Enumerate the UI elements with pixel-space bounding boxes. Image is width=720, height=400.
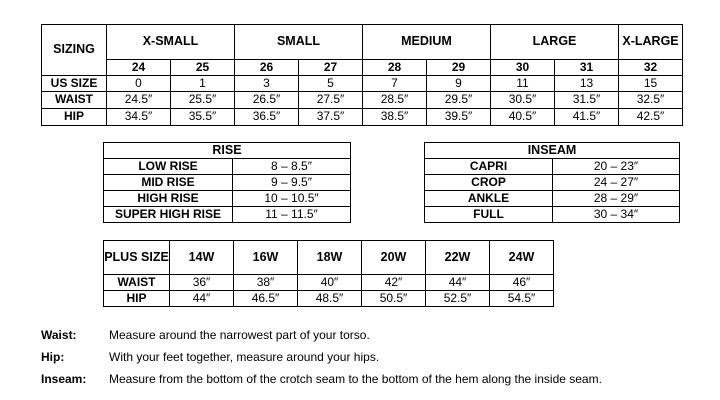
table-row (425, 207, 680, 223)
us-size-row (42, 76, 683, 92)
plus-waist-row (104, 275, 554, 291)
inseam-value: 28 – 29″ (553, 191, 680, 207)
hip-cell: 35.5″ (171, 109, 235, 126)
waist-cell: 30.5″ (491, 92, 555, 109)
waist-row (42, 92, 683, 109)
inseam-label: FULL (425, 207, 553, 223)
rise-label: SUPER HIGH RISE (104, 207, 233, 223)
size-group-row (42, 25, 683, 60)
plus-waist-label: WAIST (104, 275, 170, 291)
table-row (104, 207, 351, 223)
inseam-value: 30 – 34″ (553, 207, 680, 223)
plus-size-table (103, 240, 554, 307)
plus-size-cell: 16W (234, 241, 298, 275)
rise-value: 10 – 10.5″ (233, 191, 351, 207)
table-row (425, 175, 680, 191)
plus-waist-cell: 36″ (170, 275, 234, 291)
size-cell: 26 (235, 60, 299, 76)
plus-size-cell: 14W (170, 241, 234, 275)
size-cell: 24 (107, 60, 171, 76)
size-cell: 30 (491, 60, 555, 76)
plus-hip-label: HIP (104, 291, 170, 307)
group-medium: MEDIUM (363, 25, 491, 60)
size-cell: 25 (171, 60, 235, 76)
us-size-cell: 11 (491, 76, 555, 92)
table-row (104, 175, 351, 191)
group-x-small: X-SMALL (107, 25, 235, 60)
waist-label: WAIST (42, 92, 107, 109)
plus-hip-cell: 48.5″ (298, 291, 362, 307)
hip-cell: 41.5″ (555, 109, 619, 126)
size-cell: 27 (299, 60, 363, 76)
waist-cell: 24.5″ (107, 92, 171, 109)
measurement-notes (41, 324, 711, 390)
plus-waist-cell: 42″ (362, 275, 426, 291)
waist-cell: 27.5″ (299, 92, 363, 109)
hip-label: HIP (42, 109, 107, 126)
us-size-cell: 1 (171, 76, 235, 92)
plus-size-cell: 22W (426, 241, 490, 275)
waist-cell: 25.5″ (171, 92, 235, 109)
waist-cell: 32.5″ (619, 92, 683, 109)
plus-hip-cell: 44″ (170, 291, 234, 307)
table-row (104, 191, 351, 207)
note-term: Inseam: (41, 372, 87, 386)
inseam-value: 20 – 23″ (553, 159, 680, 175)
plus-hip-cell: 52.5″ (426, 291, 490, 307)
hip-cell: 39.5″ (427, 109, 491, 126)
us-size-label: US SIZE (42, 76, 107, 92)
plus-hip-cell: 54.5″ (490, 291, 554, 307)
note-hip (41, 346, 711, 368)
hip-cell: 34.5″ (107, 109, 171, 126)
rise-value: 11 – 11.5″ (233, 207, 351, 223)
us-size-cell: 9 (427, 76, 491, 92)
group-x-large: X-LARGE (619, 25, 683, 60)
us-size-cell: 3 (235, 76, 299, 92)
hip-cell: 42.5″ (619, 109, 683, 126)
note-text: Measure around the narrowest part of your torso. (109, 328, 370, 342)
sizing-title: SIZING (42, 25, 107, 76)
rise-table (103, 142, 351, 223)
note-text: Measure from the bottom of the crotch seam to the bottom of the hem along the inside seam. (109, 372, 602, 386)
plus-waist-cell: 44″ (426, 275, 490, 291)
plus-waist-cell: 38″ (234, 275, 298, 291)
rise-label: MID RISE (104, 175, 233, 191)
plus-header-row (104, 241, 554, 275)
plus-title: PLUS SIZE (104, 241, 170, 275)
us-size-cell: 7 (363, 76, 427, 92)
waist-cell: 29.5″ (427, 92, 491, 109)
plus-size-cell: 20W (362, 241, 426, 275)
inseam-value: 24 – 27″ (553, 175, 680, 191)
us-size-cell: 15 (619, 76, 683, 92)
rise-label: LOW RISE (104, 159, 233, 175)
hip-cell: 38.5″ (363, 109, 427, 126)
plus-hip-cell: 50.5″ (362, 291, 426, 307)
note-term: Waist: (41, 328, 77, 342)
rise-label: HIGH RISE (104, 191, 233, 207)
plus-size-cell: 18W (298, 241, 362, 275)
hip-cell: 37.5″ (299, 109, 363, 126)
size-cell: 28 (363, 60, 427, 76)
note-inseam (41, 368, 711, 390)
inseam-table (424, 142, 680, 223)
group-small: SMALL (235, 25, 363, 60)
waist-cell: 28.5″ (363, 92, 427, 109)
table-row (425, 191, 680, 207)
note-text: With your feet together, measure around your hips. (109, 350, 380, 364)
table-row (104, 159, 351, 175)
hip-row (42, 109, 683, 126)
group-large: LARGE (491, 25, 619, 60)
rise-value: 9 – 9.5″ (233, 175, 351, 191)
sizing-table (41, 24, 683, 126)
inseam-label: CROP (425, 175, 553, 191)
inseam-header-row (425, 143, 680, 159)
hip-cell: 36.5″ (235, 109, 299, 126)
waist-cell: 26.5″ (235, 92, 299, 109)
note-waist (41, 324, 711, 346)
rise-value: 8 – 8.5″ (233, 159, 351, 175)
us-size-cell: 0 (107, 76, 171, 92)
plus-waist-cell: 46″ (490, 275, 554, 291)
table-row (425, 159, 680, 175)
hip-cell: 40.5″ (491, 109, 555, 126)
inseam-label: CAPRI (425, 159, 553, 175)
rise-title: RISE (104, 143, 351, 159)
inseam-label: ANKLE (425, 191, 553, 207)
plus-waist-cell: 40″ (298, 275, 362, 291)
size-cell: 32 (619, 60, 683, 76)
size-number-row (42, 60, 683, 76)
plus-hip-cell: 46.5″ (234, 291, 298, 307)
size-cell: 29 (427, 60, 491, 76)
plus-size-cell: 24W (490, 241, 554, 275)
note-term: Hip: (41, 350, 65, 364)
inseam-title: INSEAM (425, 143, 680, 159)
size-cell: 31 (555, 60, 619, 76)
rise-header-row (104, 143, 351, 159)
plus-hip-row (104, 291, 554, 307)
us-size-cell: 13 (555, 76, 619, 92)
waist-cell: 31.5″ (555, 92, 619, 109)
us-size-cell: 5 (299, 76, 363, 92)
